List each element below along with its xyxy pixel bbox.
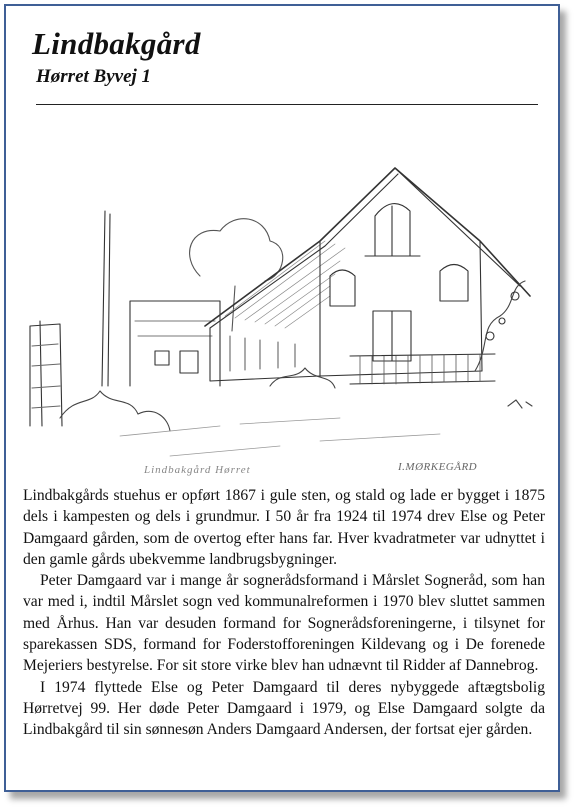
sketch-caption-right: I.MØRKEGÅRD <box>398 461 478 473</box>
farmhouse-sketch-image <box>20 156 550 486</box>
sketch-caption-left: Lindbakgård Hørret <box>144 464 251 476</box>
title-divider <box>36 104 538 105</box>
page-card <box>4 4 560 792</box>
paragraph-2: Peter Damgaard var i mange år sognerådsformand i Mårslet Sogneråd, som han var med i, indtil Mårslet sogn ved kommunalreformen i 1970 blev sluttet sammen med Århus. Han var desuden formand for Sognerådsforeningerne, i tilsynet for sparekassen SDS, formand for Foderstofforeningen Kildevang og i De forenede Mejeriers bestyrelse. For sit store virke blev han udnævnt til Ridder af Dannebrog. <box>23 572 545 675</box>
paragraph-3: I 1974 flyttede Else og Peter Damgaard til deres nybyggede aftægtsbolig Hørretvej 99. Her døde Peter Damgaard i 1979, og Else Damgaard solgte da Lindbakgård til sin sønnesøn Anders Damgaard Andersen, der fortsat ejer gården. <box>23 678 545 739</box>
body-text <box>23 485 545 741</box>
page-title: Lindbakgård <box>32 26 201 61</box>
paragraph-1: Lindbakgårds stuehus er opført 1867 i gule sten, og stald og lade er bygget i 1875 dels i kampesten og dels i grundmur. I 50 år fra 1924 til 1974 drev Else og Peter Damgaard gården, som de overtog efter hans far. Hver kvadratmeter var udnyttet i den gamle gårds ubekvemme landbrugsbygninger. <box>23 487 545 568</box>
page-subtitle: Hørret Byvej 1 <box>36 66 152 87</box>
